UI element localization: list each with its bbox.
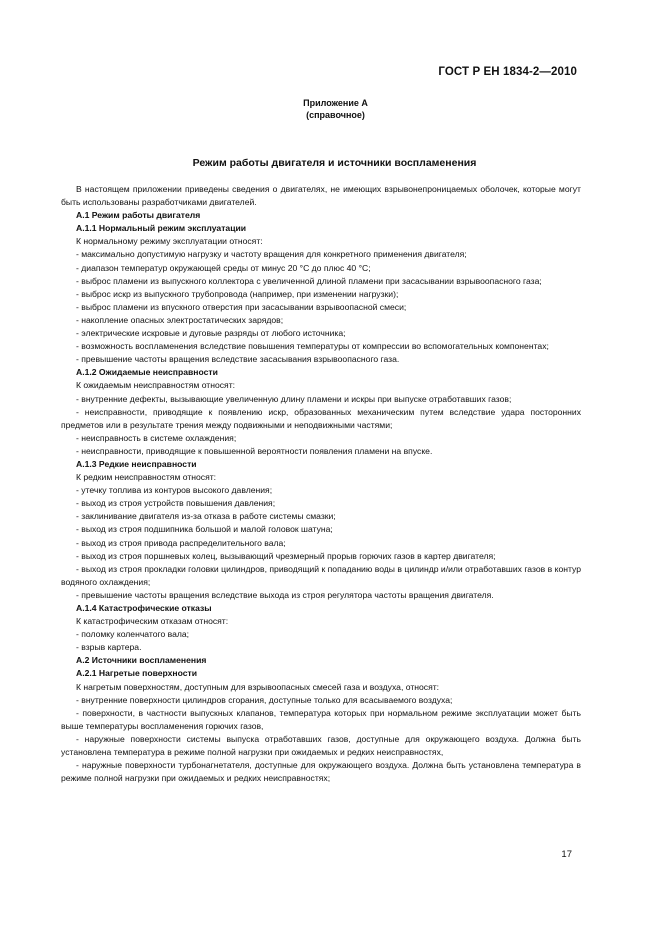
paragraph: - поломку коленчатого вала; <box>76 629 190 640</box>
paragraph: - выход из строя прокладки головки цилиндров, приводящий к попаданию воды в цилиндр и/или отработавших газов в контур водяного охлаждения; <box>61 563 581 587</box>
paragraph: - внутренние поверхности цилиндров сгорания, доступные только для всасываемого воздуха; <box>76 694 453 705</box>
standard-designation: ГОСТ Р ЕН 1834-2—2010 <box>438 66 577 78</box>
paragraph: - наружные поверхности турбонагнетателя, доступные для окружающего воздуха. Должна быть установлена температура в режиме полной нагрузки при ожидаемых и редких неисправностях; <box>61 760 581 784</box>
appendix-heading <box>0 97 661 121</box>
paragraph: - выход из строя подшипника большой и малой головок шатуна; <box>76 524 333 535</box>
paragraph: - выход из строя привода распределительного вала; <box>76 537 286 548</box>
section-heading: А.1.2 Ожидаемые неисправности <box>76 367 218 378</box>
appendix-kind: (справочное) <box>306 110 365 120</box>
paragraph: - превышение частоты вращения вследствие засасывания взрывоопасного газа. <box>76 354 400 365</box>
paragraph: - неисправности, приводящие к повышенной вероятности появления пламени на впуске. <box>76 445 433 456</box>
page-number: 17 <box>561 849 572 860</box>
paragraph: - возможность воспламенения вследствие повышения температуры от компрессии во вспомогательных компонентах; <box>76 341 549 352</box>
paragraph: - выход из строя поршневых колец, вызывающий чрезмерный прорыв горючих газов в картер двигателя; <box>76 550 496 561</box>
paragraph: К редким неисправностям относят: <box>76 472 217 483</box>
paragraph: - превышение частоты вращения вследствие выхода из строя регулятора частоты вращения двигателя. <box>76 589 494 600</box>
paragraph: - неисправность в системе охлаждения; <box>76 432 237 443</box>
paragraph: - максимально допустимую нагрузку и частоту вращения для конкретного применения двигателя; <box>76 249 467 260</box>
paragraph: К нагретым поверхностям, доступным для взрывоопасных смесей газа и воздуха, относят: <box>76 681 440 692</box>
paragraph: К ожидаемым неисправностям относят: <box>76 380 236 391</box>
appendix-label: Приложение А <box>303 98 368 108</box>
paragraph: - выход из строя устройств повышения давления; <box>76 498 276 509</box>
paragraph: К катастрофическим отказам относят: <box>76 616 229 627</box>
paragraph: - выброс пламени из выпускного коллектора с увеличенной длиной пламени при засасывании взрывоопасного газа; <box>76 275 542 286</box>
paragraph: - наружные поверхности системы выпуска отработавших газов, доступные для окружающего воздуха. Должна быть установлена температура в режиме полной нагрузки при ожидаемых и редких неисправностях, <box>61 733 581 758</box>
paragraph: - внутренние дефекты, вызывающие увеличенную длину пламени и искры при выпуске отработавших газов; <box>76 393 512 404</box>
paragraph: - выброс искр из выпускного трубопровода (например, при изменении нагрузки); <box>76 288 399 299</box>
paragraph: - взрыв картера. <box>76 642 142 653</box>
paragraph: К нормальному режиму эксплуатации относят: <box>76 236 263 247</box>
section-heading: А.1 Режим работы двигателя <box>76 210 201 221</box>
paragraph: - накопление опасных электростатических зарядов; <box>76 314 284 325</box>
paragraph: - заклинивание двигателя из-за отказа в работе системы смазки; <box>76 511 336 522</box>
section-heading: А.1.1 Нормальный режим эксплуатации <box>76 223 247 234</box>
paragraph: - электрические искровые и дуговые разряды от любого источника; <box>76 328 346 339</box>
page-title: Режим работы двигателя и источники воспламенения <box>192 157 477 169</box>
paragraph: - поверхности, в частности выпускных клапанов, температура которых при нормальном режиме эксплуатации может быть выше температуры воспламенения горючих газов, <box>61 707 581 731</box>
section-heading: А.2.1 Нагретые поверхности <box>76 668 198 679</box>
section-heading: А.2 Источники воспламенения <box>76 655 207 666</box>
paragraph: - утечку топлива из контуров высокого давления; <box>76 485 273 496</box>
paragraph: В настоящем приложении приведены сведения о двигателях, не имеющих взрывонепроницаемых оболочек, которые могут быть использованы разработчиками двигателей. <box>61 184 581 208</box>
paragraph: - неисправности, приводящие к появлению искр, образованных механическим путем вследствие удара посторонних предметов или в результате трения между подвижными и неподвижными частями; <box>61 406 581 430</box>
section-heading: А.1.3 Редкие неисправности <box>76 458 197 469</box>
section-heading: А.1.4 Катастрофические отказы <box>76 603 212 613</box>
document-body <box>61 183 581 785</box>
paragraph: - диапазон температур окружающей среды от минус 20 °С до плюс 40 °С; <box>76 262 371 273</box>
paragraph: - выброс пламени из впускного отверстия при засасывании взрывоопасной смеси; <box>76 301 407 312</box>
